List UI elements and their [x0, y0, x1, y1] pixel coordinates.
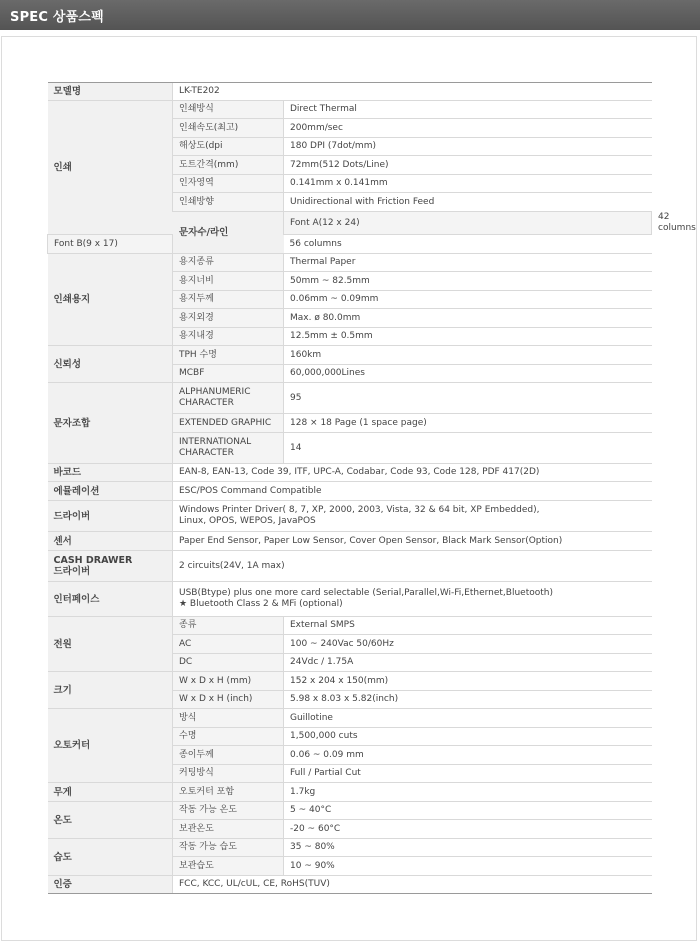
spec-subcategory: Font A(12 x 24): [284, 212, 652, 235]
spec-subcategory: 인쇄속도(최고): [173, 119, 284, 138]
spec-category: 문자조합: [48, 383, 173, 464]
spec-row: [48, 532, 652, 551]
spec-subcategory: INTERNATIONAL CHARACTER: [173, 433, 284, 464]
spec-value: Guillotine: [284, 709, 652, 728]
spec-row: [48, 235, 652, 254]
spec-subcategory: 종이두께: [173, 746, 284, 765]
spec-row: [48, 482, 652, 501]
spec-value: 180 DPI (7dot/mm): [284, 138, 652, 156]
spec-value: Max. ø 80.0mm: [284, 309, 652, 328]
spec-row: [48, 783, 652, 802]
spec-value: 200mm/sec: [284, 119, 652, 138]
spec-subcategory: 종류: [173, 617, 284, 635]
spec-subcategory: 수명: [173, 728, 284, 746]
spec-category: 전원: [48, 617, 173, 672]
spec-subcategory: 인자영역: [173, 175, 284, 193]
spec-value: 60,000,000Lines: [284, 365, 652, 383]
page-title: SPEC 상품스펙: [10, 10, 104, 25]
spec-value: 35 ~ 80%: [284, 839, 652, 857]
spec-category: 습도: [48, 839, 173, 876]
spec-row: [48, 501, 652, 532]
spec-value: 12.5mm ± 0.5mm: [284, 328, 652, 346]
spec-category: 오토커터: [48, 709, 173, 783]
spec-row: [48, 672, 652, 691]
spec-value: 5 ~ 40°C: [284, 802, 652, 820]
spec-row: [48, 464, 652, 482]
spec-row: [48, 83, 652, 101]
spec-category: 모델명: [48, 83, 173, 101]
spec-row: [48, 582, 652, 617]
spec-category: 온도: [48, 802, 173, 839]
spec-category: 인증: [48, 876, 173, 894]
spec-subcategory: 오토커터 포함: [173, 783, 284, 802]
spec-value: 0.06 ~ 0.09 mm: [284, 746, 652, 765]
spec-value: 0.141mm x 0.141mm: [284, 175, 652, 193]
spec-subcategory: AC: [173, 635, 284, 654]
spec-category: 인터페이스: [48, 582, 173, 617]
spec-category: 크기: [48, 672, 173, 709]
spec-value: External SMPS: [284, 617, 652, 635]
spec-value: Unidirectional with Friction Feed: [284, 193, 652, 212]
spec-subcategory: W x D x H (inch): [173, 691, 284, 709]
spec-subcategory: 보관습도: [173, 857, 284, 876]
spec-value: 0.06mm ~ 0.09mm: [284, 291, 652, 309]
spec-value: 10 ~ 90%: [284, 857, 652, 876]
page-header: [0, 0, 700, 30]
spec-subcategory: 용지두께: [173, 291, 284, 309]
spec-value: Direct Thermal: [284, 101, 652, 119]
spec-row: [48, 346, 652, 365]
spec-category: 드라이버: [48, 501, 173, 532]
spec-subcategory: 인쇄방식: [173, 101, 284, 119]
spec-category: 바코드: [48, 464, 173, 482]
spec-category: 에뮬레이션: [48, 482, 173, 501]
spec-table: [47, 82, 652, 894]
spec-subcategory: 용지너비: [173, 272, 284, 291]
spec-subcategory: MCBF: [173, 365, 284, 383]
spec-category: 문자수/라인: [173, 212, 284, 254]
spec-subcategory: 용지내경: [173, 328, 284, 346]
spec-value: ESC/POS Command Compatible: [173, 482, 652, 501]
spec-subcategory: W x D x H (mm): [173, 672, 284, 691]
spec-row: [48, 383, 652, 414]
spec-value: 72mm(512 Dots/Line): [284, 156, 652, 175]
spec-value: USB(Btype) plus one more card selectable (Serial,Parallel,Wi-Fi,Ethernet,Bluetooth) ★ Bluetooth Class 2 & MFi (optional): [173, 582, 652, 617]
spec-value: Full / Partial Cut: [284, 765, 652, 783]
spec-value: 1.7kg: [284, 783, 652, 802]
spec-category: CASH DRAWER 드라이버: [48, 551, 173, 582]
spec-subcategory: TPH 수명: [173, 346, 284, 365]
spec-value: 1,500,000 cuts: [284, 728, 652, 746]
spec-value: LK-TE202: [173, 83, 652, 101]
spec-row: [48, 101, 652, 119]
spec-subcategory: Font B(9 x 17): [48, 235, 173, 254]
spec-subcategory: EXTENDED GRAPHIC: [173, 414, 284, 433]
spec-value: 56 columns: [284, 235, 652, 254]
spec-value: FCC, KCC, UL/cUL, CE, RoHS(TUV): [173, 876, 652, 894]
spec-row: [48, 617, 652, 635]
spec-subcategory: ALPHANUMERIC CHARACTER: [173, 383, 284, 414]
spec-subcategory: 방식: [173, 709, 284, 728]
spec-value: 2 circuits(24V, 1A max): [173, 551, 652, 582]
spec-row: [48, 254, 652, 272]
spec-row: [48, 709, 652, 728]
spec-subcategory: 해상도(dpi: [173, 138, 284, 156]
spec-value: 160km: [284, 346, 652, 365]
spec-value: Thermal Paper: [284, 254, 652, 272]
spec-category: 인쇄용지: [48, 254, 173, 346]
spec-subcategory: 도트간격(mm): [173, 156, 284, 175]
spec-value: EAN-8, EAN-13, Code 39, ITF, UPC-A, Codabar, Code 93, Code 128, PDF 417(2D): [173, 464, 652, 482]
spec-category: 인쇄: [48, 101, 173, 235]
spec-category: 센서: [48, 532, 173, 551]
spec-value: 100 ~ 240Vac 50/60Hz: [284, 635, 652, 654]
spec-value: 95: [284, 383, 652, 414]
spec-value: 24Vdc / 1.75A: [284, 654, 652, 672]
spec-value: Windows Printer Driver( 8, 7, XP, 2000, 2003, Vista, 32 & 64 bit, XP Embedded), Linux, OPOS, WEPOS, JavaPOS: [173, 501, 652, 532]
spec-subcategory: DC: [173, 654, 284, 672]
spec-subcategory: 보관온도: [173, 820, 284, 839]
spec-value: 152 x 204 x 150(mm): [284, 672, 652, 691]
spec-subcategory: 용지외경: [173, 309, 284, 328]
spec-subcategory: 용지종류: [173, 254, 284, 272]
spec-value: Paper End Sensor, Paper Low Sensor, Cover Open Sensor, Black Mark Sensor(Option): [173, 532, 652, 551]
spec-row: [48, 802, 652, 820]
spec-row: [48, 876, 652, 894]
spec-subcategory: 인쇄방향: [173, 193, 284, 212]
spec-value: 50mm ~ 82.5mm: [284, 272, 652, 291]
spec-row: [48, 551, 652, 582]
spec-subcategory: 작동 가능 습도: [173, 839, 284, 857]
spec-value: 5.98 x 8.03 x 5.82(inch): [284, 691, 652, 709]
spec-subcategory: 작동 가능 온도: [173, 802, 284, 820]
spec-category: 신뢰성: [48, 346, 173, 383]
spec-subcategory: 커팅방식: [173, 765, 284, 783]
spec-row: [48, 839, 652, 857]
spec-value: 128 × 18 Page (1 space page): [284, 414, 652, 433]
spec-category: 무게: [48, 783, 173, 802]
spec-value: -20 ~ 60°C: [284, 820, 652, 839]
spec-value: 14: [284, 433, 652, 464]
